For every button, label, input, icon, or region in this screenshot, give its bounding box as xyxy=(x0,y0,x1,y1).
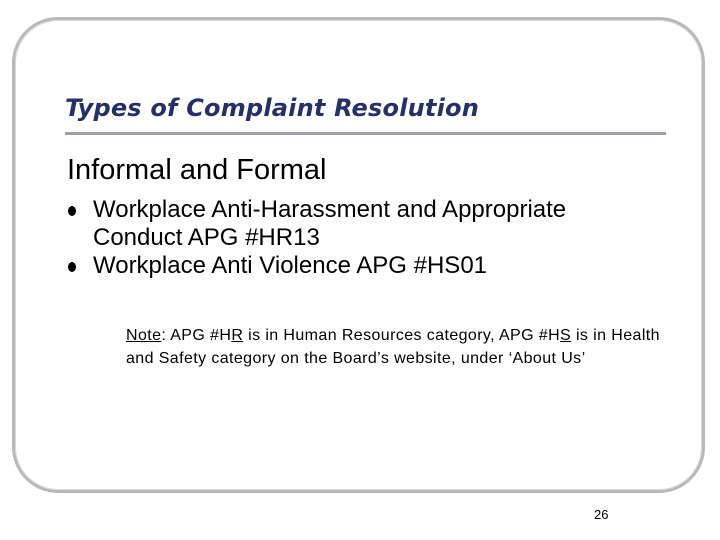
bullet-list xyxy=(68,196,653,280)
note-hr-code: R xyxy=(231,327,244,344)
title-divider xyxy=(65,132,666,135)
note-part2: is in Human Resources category, APG #H xyxy=(243,327,561,344)
note-label: Note xyxy=(126,327,162,344)
bullet-icon xyxy=(68,262,76,272)
note-hs-code: S xyxy=(560,327,572,344)
note-part3: is in Health and Safety category on the Board’s website, under ‘About Us’ xyxy=(126,327,660,367)
note-part1: : APG #H xyxy=(161,327,232,344)
note-text xyxy=(126,324,666,370)
page-number: 26 xyxy=(594,507,609,522)
bullet-item-violence xyxy=(68,252,653,280)
slide-subtitle: Informal and Formal xyxy=(67,154,327,186)
bullet-text: Workplace Anti Violence APG #HS01 xyxy=(93,252,488,279)
bullet-icon xyxy=(68,206,76,216)
slide-title: Types of Complaint Resolution xyxy=(65,94,479,122)
bullet-text: Workplace Anti-Harassment and Appropriate Conduct APG #HR13 xyxy=(93,196,567,251)
bullet-item-harassment xyxy=(68,196,653,252)
